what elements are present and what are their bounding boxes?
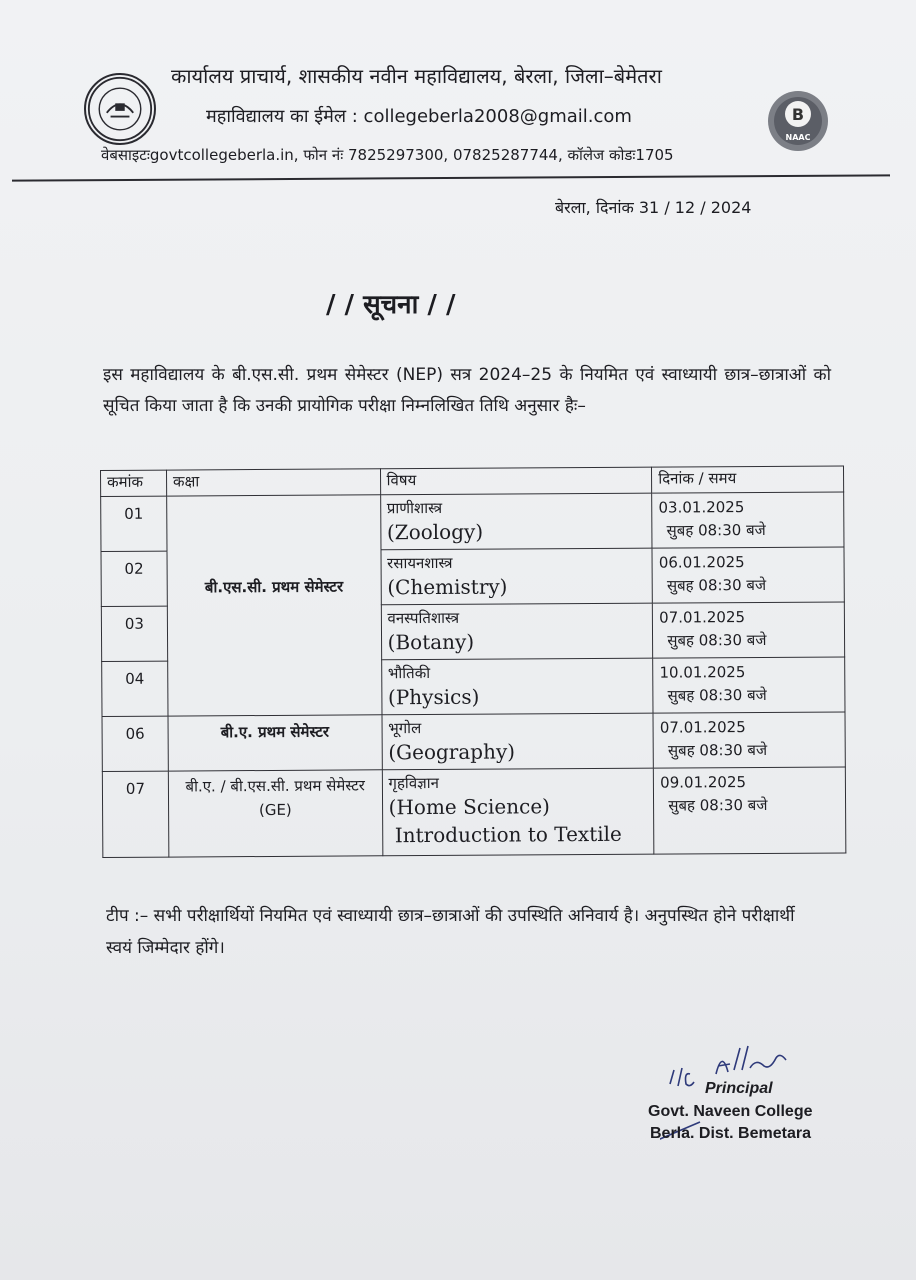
exam-date: 09.01.2025 [660, 773, 747, 792]
subject-english: (Zoology) [386, 519, 484, 545]
class-cell: बी.एस.सी. प्रथम सेमेस्टर [167, 495, 382, 716]
exam-time: सुबह 08:30 बजे [666, 520, 766, 540]
date-time-cell [653, 657, 845, 713]
header-subject: विषय [380, 467, 652, 495]
exam-time: सुबह 08:30 बजे [667, 630, 767, 650]
naac-label: NAAC [785, 133, 811, 142]
exam-date: 10.01.2025 [659, 663, 746, 682]
subject-cell [380, 493, 652, 550]
exam-time: सुबह 08:30 बजे [668, 795, 768, 815]
subject-hindi: प्राणीशास्त्र [386, 498, 443, 518]
serial-cell: 02 [101, 551, 167, 606]
header-class: कक्षा [166, 469, 380, 496]
notice-title: / / सूचना / / [326, 290, 456, 320]
subject-hindi: वनस्पतिशास्त्र [387, 608, 460, 628]
date-time-cell [653, 712, 845, 768]
signatory-location: Berla. Dist. Bemetara [650, 1125, 811, 1142]
subject-english: (Physics) [387, 684, 480, 710]
date-time-cell [652, 492, 844, 548]
table-row [102, 767, 846, 858]
serial-cell: 03 [101, 606, 167, 661]
serial-cell: 07 [102, 771, 168, 857]
notice-intro-paragraph: इस महाविद्यालय के बी.एस.सी. प्रथम सेमेस्टर (NEP) सत्र 2024–25 के नियमित एवं स्वाध्यायी छात्र–छात्राओं को सूचित किया जाता है कि उनकी प्रायोगिक परीक्षा निम्नलिखित तिथि अनुसार हैः– [103, 365, 831, 416]
subject-hindi: गृहविज्ञान [388, 773, 440, 793]
principal-signature [660, 1040, 820, 1162]
subject-cell [382, 768, 654, 856]
college-email-line: महाविद्यालय का ईमेल : collegeberla2008@gmail.com [206, 106, 632, 127]
header-serial: कमांक [101, 470, 167, 496]
subject-english: (Home Science) [388, 794, 551, 820]
signatory-college: Govt. Naveen College [648, 1103, 813, 1120]
exam-time: सुबह 08:30 बजे [667, 740, 768, 760]
notice-footnote: टीप :– सभी परीक्षार्थियों नियमित एवं स्वाध्यायी छात्र–छात्राओं की उपस्थिति अनिवार्य है। अनुपस्थित होने परीक्षार्थी स्वयं जिम्मेदार होंगे। [106, 906, 795, 958]
date-time-cell [653, 602, 845, 658]
signatory-title: Principal [705, 1080, 773, 1097]
college-office-heading: कार्यालय प्राचार्य, शासकीय नवीन महाविद्यालय, बेरला, जिला–बेमेतरा [171, 64, 662, 88]
exam-time: सुबह 08:30 बजे [667, 685, 767, 705]
date-time-cell [652, 547, 844, 603]
serial-cell: 01 [101, 496, 167, 551]
header-date-time: दिनांक / समय [652, 466, 844, 493]
subject-cell [381, 603, 653, 660]
serial-cell: 06 [102, 716, 168, 771]
exam-time: सुबह 08:30 बजे [666, 575, 767, 595]
class-cell: बी.ए. प्रथम सेमेस्टर [168, 715, 382, 771]
subject-english: (Botany) [387, 629, 475, 655]
subject-hindi: भूगोल [388, 719, 422, 738]
notice-date: बेरला, दिनांक 31 / 12 / 2024 [555, 198, 752, 217]
college-seal-icon [84, 73, 156, 145]
class-cell: बी.ए. / बी.एस.सी. प्रथम सेमेस्टर (GE) [168, 770, 382, 857]
exam-date: 07.01.2025 [659, 718, 746, 737]
header-divider [12, 174, 890, 181]
subject-english-detail: Introduction to Textile [394, 821, 622, 848]
subject-cell [382, 713, 654, 770]
subject-hindi: रसायनशास्त्र [387, 553, 453, 573]
naac-badge-icon [766, 89, 830, 153]
exam-date: 06.01.2025 [658, 553, 745, 572]
date-time-cell [654, 767, 846, 854]
subject-english: (Geography) [388, 739, 516, 765]
exam-date: 03.01.2025 [658, 498, 745, 517]
subject-hindi: भौतिकी [387, 663, 431, 683]
exam-schedule-table [100, 465, 846, 858]
subject-cell [381, 548, 653, 605]
college-contact-line: वेबसाइटःgovtcollegeberla.in, फोन नंः 7825297300, 07825287744, कॉलेज कोडः1705 [101, 146, 674, 164]
table-row [102, 712, 845, 772]
subject-english: (Chemistry) [387, 574, 508, 600]
serial-cell: 04 [102, 661, 168, 716]
table-row [101, 492, 844, 552]
naac-grade: B [791, 105, 805, 124]
subject-cell [381, 658, 653, 715]
exam-date: 07.01.2025 [659, 608, 746, 627]
